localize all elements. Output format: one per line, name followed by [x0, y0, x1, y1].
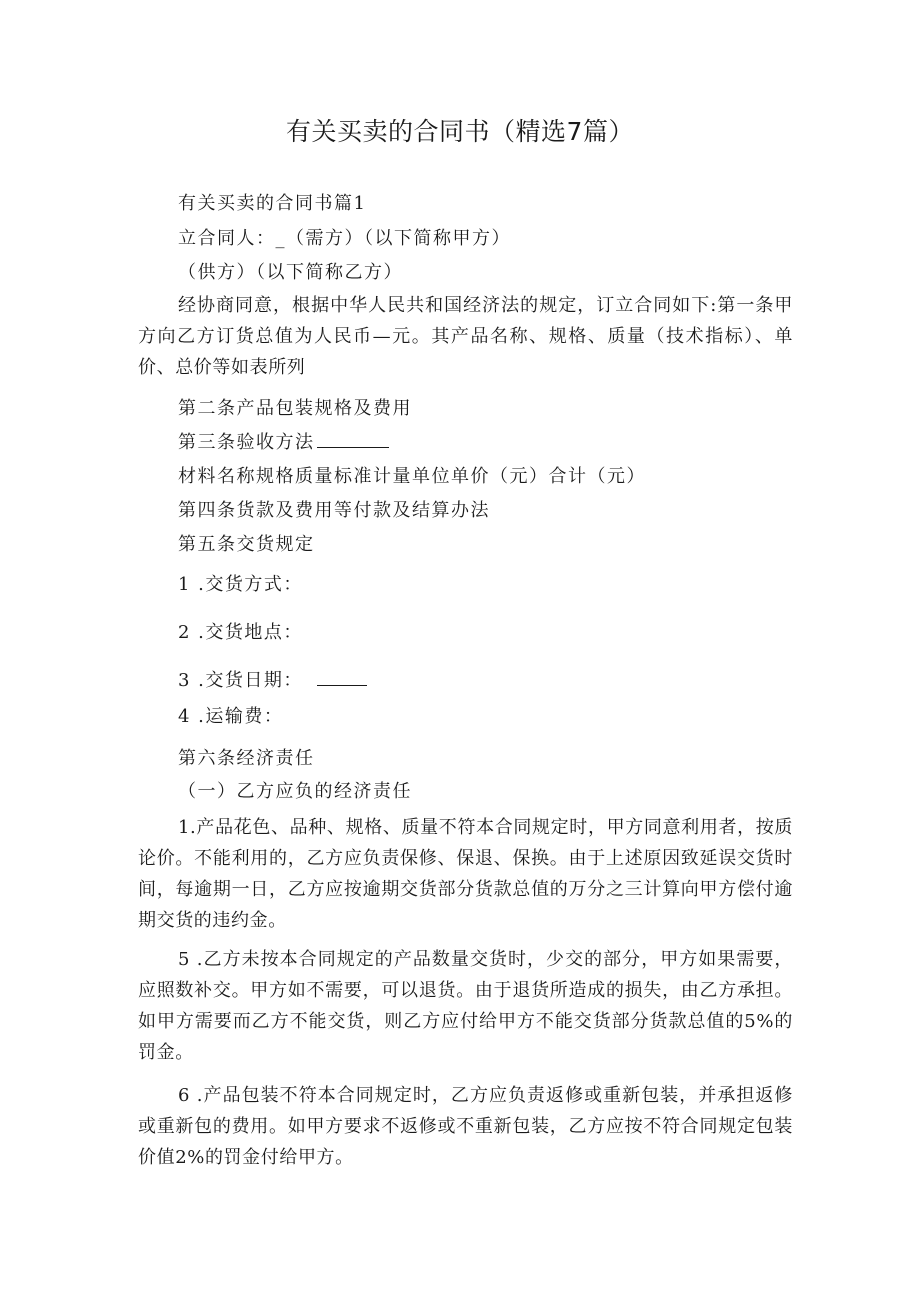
contract-heading: 有关买卖的合同书篇1	[178, 193, 367, 214]
parties-line-1: 立合同人：_（需方）（以下简称甲方）	[178, 228, 511, 249]
parties-line-2: （供方）（以下简称乙方）	[178, 262, 403, 283]
article-2: 第二条产品包装规格及费用	[178, 398, 412, 419]
clause-5: 5 .乙方未按本合同规定的产品数量交货时，少交的部分，甲方如果需要，应照数补交。甲方如不需要，可以退货。由于退货所造成的损失，由乙方承担。如甲方需要而乙方不能交货，则乙方应付给甲方不能交货部分货款总值的5%的罚金。	[138, 949, 793, 1063]
table-header-line: 材料名称规格质量标准计量单位单价（元）合计（元）	[178, 466, 646, 487]
delivery-item-3: 3 .交货日期：	[178, 670, 303, 691]
clause-1: 1.产品花色、品种、规格、质量不符本合同规定时，甲方同意利用者，按质论价。不能利用的，乙方应负责保修、保退、保换。由于上述原因致延误交货时间，每逾期一日，乙方应按逾期交货部分货款总值的万分之三计算向甲方偿付逾期交货的违约金。	[138, 817, 793, 931]
section-1: （一）乙方应负的经济责任	[178, 781, 412, 802]
document-title: 有关买卖的合同书（精选7篇）	[286, 117, 634, 146]
delivery-item-4: 4 .运输费：	[178, 706, 284, 727]
delivery-item-2: 2 .交货地点：	[178, 622, 303, 643]
intro-paragraph: 经协商同意，根据中华人民共和国经济法的规定，订立合同如下:第一条甲方向乙方订货总值为人民币—元。其产品名称、规格、质量（技术指标）、单价、总价等如表所列	[138, 295, 793, 378]
article-5: 第五条交货规定	[178, 534, 315, 555]
article-6: 第六条经济责任	[178, 748, 315, 769]
clause-6: 6 .产品包装不符本合同规定时，乙方应负责返修或重新包装，并承担返修或重新包的费用。如甲方要求不返修或不重新包装，乙方应按不符合同规定包装价值2%的罚金付给甲方。	[138, 1085, 793, 1168]
article-3: 第三条验收方法	[178, 432, 315, 453]
article-4: 第四条货款及费用等付款及结算办法	[178, 500, 490, 521]
delivery-item-1: 1 .交货方式：	[178, 574, 303, 595]
delivery-item-3-row	[178, 666, 367, 696]
acceptance-method-blank	[317, 433, 389, 448]
article-3-row	[178, 428, 389, 458]
delivery-date-blank	[317, 671, 367, 686]
